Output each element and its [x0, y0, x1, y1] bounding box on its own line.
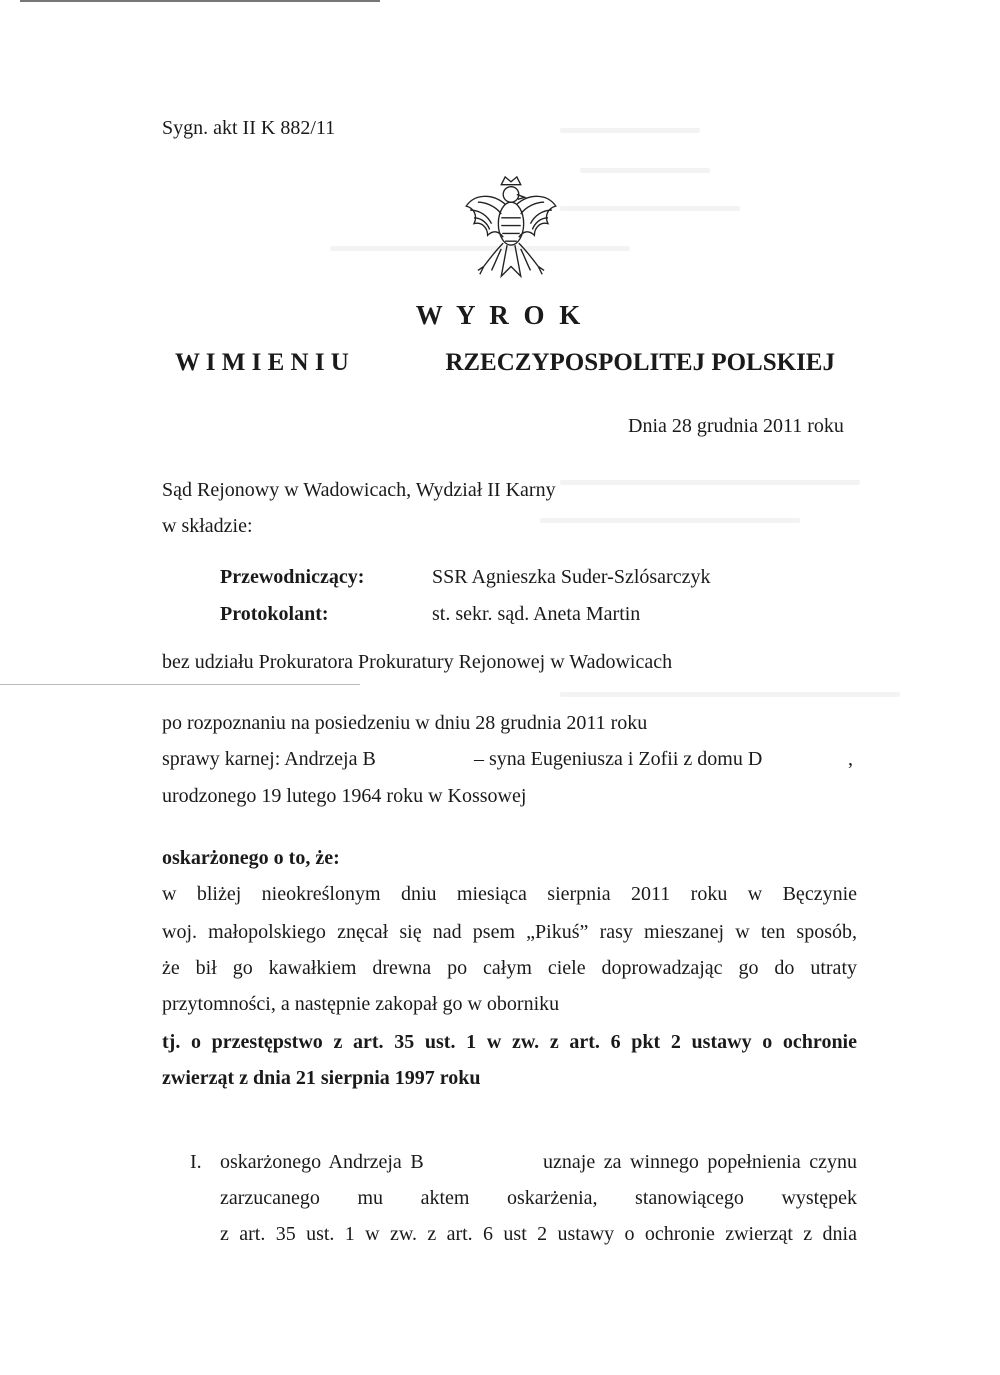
bleed-through [540, 518, 800, 523]
subtitle-part-1: W I M I E N I U [175, 349, 349, 376]
prosecutor-line: bez udziału Prokuratora Prokuratury Rejonowej w Wadowicach [162, 651, 673, 673]
bleed-through [560, 480, 860, 485]
presiding-role: Przewodniczący: [220, 566, 365, 588]
case-comma: , [848, 748, 853, 770]
qualification-line: zwierząt z dnia 21 sierpnia 1997 roku [162, 1067, 481, 1089]
case-signature: Sygn. akt II K 882/11 [162, 117, 336, 139]
charge-line: przytomności, a następnie zakopał go w oborniku [162, 993, 560, 1015]
bleed-through [560, 128, 700, 133]
document-subtitle [175, 350, 835, 375]
polish-eagle-emblem [462, 173, 560, 285]
qualification-line: tj. o przestępstwo z art. 35 ust. 1 w zw. z art. 6 pkt 2 ustawy o ochronie [162, 1031, 857, 1053]
verdict-number: I. [190, 1151, 202, 1173]
fold-line [0, 684, 360, 685]
date-line: Dnia 28 grudnia 2011 roku [628, 415, 844, 437]
verdict-line: zarzucanego mu aktem oskarżenia, stanowiącego występek [220, 1187, 857, 1209]
scan-edge-line [20, 0, 380, 2]
presiding-name: SSR Agnieszka Suder-Szlósarczyk [432, 566, 711, 588]
charge-heading: oskarżonego o to, że: [162, 847, 340, 869]
clerk-name: st. sekr. sąd. Aneta Martin [432, 603, 641, 625]
composition-intro: w składzie: [162, 515, 253, 537]
charge-line: woj. małopolskiego znęcał się nad psem „Pikuś” rasy mieszanej w ten sposób, [162, 921, 857, 943]
case-line [162, 749, 857, 769]
clerk-role: Protokolant: [220, 603, 329, 625]
subtitle-part-2: RZECZYPOSPOLITEJ POLSKIEJ [445, 349, 835, 376]
charge-line: w bliżej nieokreślonym dniu miesiąca sierpnia 2011 roku w Bęczynie [162, 883, 857, 905]
document-title: W Y R O K [415, 300, 585, 330]
verdict-line: oskarżonego Andrzeja B uznaje za winnego popełnienia czynu [220, 1151, 857, 1173]
verdict-line: z art. 35 ust. 1 w zw. z art. 6 ust 2 ustawy o ochronie zwierząt z dnia [220, 1223, 857, 1245]
bleed-through [560, 692, 900, 697]
birth-line: urodzonego 19 lutego 1964 roku w Kossowej [162, 785, 527, 807]
bleed-through [580, 168, 710, 173]
case-defendant: sprawy karnej: Andrzeja B [162, 748, 376, 770]
charge-line: że bił go kawałkiem drewna po całym ciele doprowadzając go do utraty [162, 957, 857, 979]
case-parents: – syna Eugeniusza i Zofii z domu D [474, 748, 763, 770]
bleed-through [560, 206, 740, 211]
hearing-line: po rozpoznaniu na posiedzeniu w dniu 28 grudnia 2011 roku [162, 712, 648, 734]
court-name: Sąd Rejonowy w Wadowicach, Wydział II Karny [162, 479, 556, 501]
